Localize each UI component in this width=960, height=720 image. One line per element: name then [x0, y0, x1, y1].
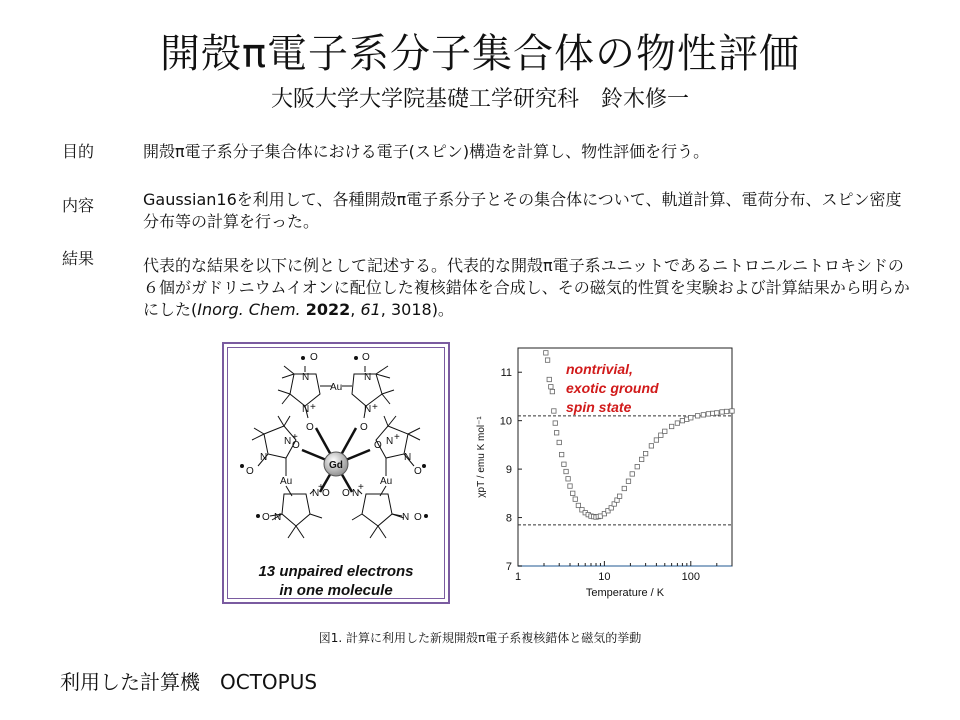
svg-text:O: O — [322, 488, 330, 499]
svg-text:O: O — [414, 512, 422, 523]
svg-text:N: N — [260, 452, 268, 463]
section-text-purpose: 開殻π電子系分子集合体における電子(スピン)構造を計算し、物性評価を行う。 — [143, 142, 710, 161]
data-point — [724, 409, 728, 413]
svg-text:Au: Au — [280, 476, 293, 487]
svg-text:O: O — [414, 466, 422, 477]
x-tick-label: 100 — [681, 571, 700, 583]
svg-text:N: N — [402, 512, 410, 523]
svg-text:O: O — [360, 422, 368, 433]
svg-text:+: + — [310, 402, 316, 413]
y-tick-label: 11 — [500, 367, 512, 380]
journal-name: Inorg. Chem. — [197, 300, 301, 319]
svg-text:+: + — [394, 432, 400, 443]
journal-page: 3018 — [390, 300, 432, 319]
svg-text:N: N — [404, 452, 412, 463]
svg-text:N: N — [284, 436, 292, 447]
svg-text:O: O — [362, 352, 370, 363]
svg-text:O: O — [342, 488, 350, 499]
svg-text:O: O — [374, 440, 382, 451]
journal-year: 2022 — [305, 300, 351, 319]
footer — [60, 666, 317, 695]
svg-text:N: N — [352, 488, 360, 499]
molecular-structure-figure — [222, 342, 450, 604]
svg-text:N: N — [302, 404, 310, 415]
page-title: 開殻π電子系分子集合体の物性評価 — [159, 31, 801, 77]
data-point — [576, 503, 580, 507]
magnetic-susceptibility-chart — [470, 340, 750, 610]
svg-text:N: N — [364, 372, 372, 383]
journal-volume: 61 — [360, 300, 381, 319]
section-text-content: Gaussian16を利用して、各種開殻π電子系分子とその集合体について、軌道計算、電荷分布、スピン密度分布等の計算を行った。 — [143, 190, 902, 231]
data-point — [559, 452, 563, 456]
x-axis-label: Temperature / K — [585, 587, 665, 599]
x-tick-label: 1 — [514, 571, 522, 583]
data-point — [550, 389, 554, 393]
data-point — [552, 409, 556, 413]
data-point — [617, 494, 621, 498]
y-tick-label: 10 — [499, 415, 512, 428]
data-point — [663, 429, 667, 433]
author-affiliation: 大阪大学大学院基礎工学研究科 鈴木修一 — [270, 87, 689, 112]
footer-label: 利用した計算機 — [60, 670, 200, 694]
data-point — [635, 464, 639, 468]
data-point — [566, 477, 570, 481]
data-point — [544, 351, 548, 355]
svg-text:N: N — [312, 488, 320, 499]
y-tick-label: 7 — [505, 561, 512, 573]
svg-text:Au: Au — [330, 382, 343, 393]
svg-text:O: O — [310, 352, 318, 363]
structure-drawing — [224, 344, 448, 554]
results-text-end: )。 — [431, 300, 454, 319]
caption-line-2: in one molecule — [279, 582, 393, 599]
data-point — [545, 358, 549, 362]
chart-svg — [470, 340, 750, 610]
data-point — [730, 409, 734, 413]
chart-annotation: exotic ground — [566, 380, 659, 396]
data-point — [649, 444, 653, 448]
data-point — [573, 497, 577, 501]
figure-caption: 図1. 計算に利用した新規開殻π電子系複核錯体と磁気的挙動 — [318, 631, 642, 645]
y-tick-label: 9 — [505, 464, 512, 477]
data-point — [675, 421, 679, 425]
data-point — [689, 416, 693, 420]
svg-text:+: + — [318, 482, 324, 493]
section-label-content: 内容 — [62, 196, 95, 215]
section-text-results: 代表的な結果を以下に例として記述する。代表的な開殻π電子系ユニットであるニトロニルニトロキシドの６個がガドリニウムイオンに配位した複核錯体を合成し、その磁気的性質を実験および計算結果から明らかにした(Inorg. Chem. 2022, 61, 3018)。 — [143, 256, 910, 319]
data-point — [557, 440, 561, 444]
data-point — [715, 411, 719, 415]
data-point — [706, 412, 710, 416]
data-point — [553, 421, 557, 425]
svg-text:O: O — [292, 440, 300, 451]
data-point — [695, 414, 699, 418]
data-point — [571, 491, 575, 495]
svg-text:N: N — [386, 436, 394, 447]
data-point — [669, 424, 673, 428]
data-point — [626, 479, 630, 483]
svg-text:Au: Au — [380, 476, 393, 487]
caption-line-1: 13 unpaired electrons — [258, 563, 414, 580]
svg-text:+: + — [358, 482, 364, 493]
data-point — [680, 418, 684, 422]
y-axis-label: χpT / emu K mol⁻¹ — [476, 416, 487, 498]
data-point — [654, 438, 658, 442]
data-point — [701, 413, 705, 417]
svg-text:N: N — [274, 512, 282, 523]
results-text: 代表的な結果を以下に例として記述する。代表的な開殻π電子系ユニットであるニトロニルニトロキシドの６個がガドリニウムイオンに配位した複核錯体を合成し、その磁気的性質を実験および計算結果から明らかにした( — [143, 256, 910, 319]
data-point — [549, 385, 553, 389]
svg-text:N: N — [302, 372, 310, 383]
data-point — [562, 462, 566, 466]
y-tick-label: 8 — [505, 512, 512, 525]
svg-text:+: + — [372, 402, 378, 413]
structure-caption — [224, 562, 448, 600]
x-tick-label: 10 — [598, 571, 611, 583]
data-point — [720, 410, 724, 414]
data-point — [564, 469, 568, 473]
data-point — [643, 451, 647, 455]
gd-label: Gd — [329, 460, 343, 471]
svg-text:+: + — [292, 432, 298, 443]
data-point — [554, 431, 558, 435]
footer-value: OCTOPUS — [220, 670, 318, 694]
data-point — [547, 377, 551, 381]
svg-text:N: N — [364, 404, 372, 415]
section-label-purpose: 目的 — [62, 142, 95, 161]
data-point — [630, 472, 634, 476]
chart-annotation: nontrivial, — [566, 361, 633, 377]
svg-text:O: O — [262, 512, 270, 523]
data-point — [568, 484, 572, 488]
section-label-results: 結果 — [62, 249, 95, 268]
data-point — [622, 486, 626, 490]
svg-text:O: O — [306, 422, 314, 433]
svg-text:O: O — [246, 466, 254, 477]
chart-annotation: spin state — [566, 399, 632, 415]
data-point — [639, 457, 643, 461]
